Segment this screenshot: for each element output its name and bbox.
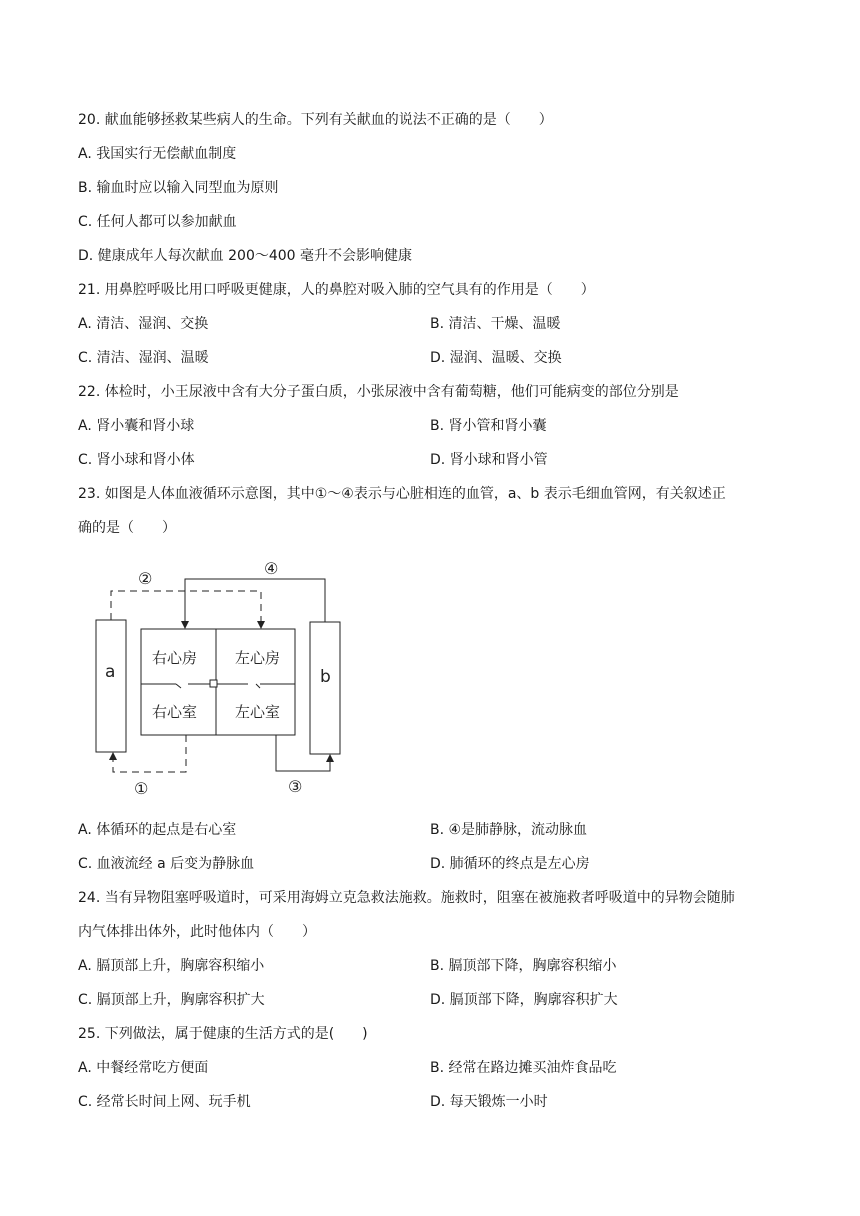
vessel-4-label: ④ [264,559,279,578]
q23-option-b: B. ④是肺静脉，流动脉血 [430,822,588,838]
capillary-a-label: a [105,662,116,682]
left-atrium-label: 左心房 [235,649,281,667]
q24-option-b: B. 膈顶部下降，胸廓容积缩小 [430,958,617,974]
q22-option-c: C. 肾小球和肾小体 [78,452,195,468]
q22-option-b: B. 肾小管和肾小囊 [430,418,547,434]
capillary-b-box [310,622,340,754]
q23-option-c: C. 血液流经 a 后变为静脉血 [78,856,255,872]
q25-option-a: A. 中餐经常吃方便面 [78,1060,209,1076]
q21-option-b: B. 清洁、干燥、温暖 [430,316,561,332]
q23-option-a: A. 体循环的起点是右心室 [78,822,237,838]
q25-option-d: D. 每天锻炼一小时 [430,1094,548,1110]
right-atrium-label: 右心房 [152,649,198,667]
q22-stem: 22. 体检时，小王尿液中含有大分子蛋白质，小张尿液中含有葡萄糖，他们可能病变的部位分别是 [78,384,679,400]
vessel-1-line [113,735,186,772]
vessel-3-line [276,735,330,771]
q23-stem-line1: 23. 如图是人体血液循环示意图，其中①～④表示与心脏相连的血管，a、b 表示毛细血管网，有关叙述正 [78,486,726,502]
right-ventricle-label: 右心室 [152,703,198,721]
vessel-2-label: ② [138,569,153,588]
q21-option-a: A. 清洁、湿润、交换 [78,316,209,332]
q20-stem: 20. 献血能够拯救某些病人的生命。下列有关献血的说法不正确的是（ ） [78,112,553,128]
capillary-b-label: b [320,667,331,687]
left-ventricle-label: 左心室 [235,703,281,721]
q22-option-a: A. 肾小囊和肾小球 [78,418,195,434]
q22-option-d: D. 肾小球和肾小管 [430,452,548,468]
q21-option-d: D. 湿润、温暖、交换 [430,350,562,366]
vessel-3-label: ③ [288,777,303,796]
q23-stem-line2: 确的是（ ） [78,520,176,536]
q24-stem-line2: 内气体排出体外，此时他体内（ ） [78,924,316,940]
q24-stem-line1: 24. 当有异物阻塞呼吸道时，可采用海姆立克急救法施救。施救时，阻塞在被施救者呼吸道中的异物会随肺 [78,890,735,906]
q20-option-b: B. 输血时应以输入同型血为原则 [78,180,279,196]
q25-stem: 25. 下列做法，属于健康的生活方式的是( ) [78,1026,368,1042]
q24-option-a: A. 膈顶部上升，胸廓容积缩小 [78,958,265,974]
vessel-4-line [185,579,325,625]
q25-option-b: B. 经常在路边摊买油炸食品吃 [430,1060,617,1076]
q23-option-d: D. 肺循环的终点是左心房 [430,856,590,872]
q20-option-d: D. 健康成年人每次献血 200～400 毫升不会影响健康 [78,248,413,264]
q20-option-c: C. 任何人都可以参加献血 [78,214,237,230]
q25-option-c: C. 经常长时间上网、玩手机 [78,1094,251,1110]
vessel-1-label: ① [134,779,149,798]
blood-circulation-diagram [78,548,378,808]
q21-stem: 21. 用鼻腔呼吸比用口呼吸更健康，人的鼻腔对吸入肺的空气具有的作用是（ ） [78,282,595,298]
q21-option-c: C. 清洁、湿润、温暖 [78,350,209,366]
q24-option-c: C. 膈顶部上升，胸廓容积扩大 [78,992,265,1008]
q24-option-d: D. 膈顶部下降，胸廓容积扩大 [430,992,618,1008]
capillary-a-box [96,620,126,752]
vessel-2-line [111,591,261,625]
q20-option-a: A. 我国实行无偿献血制度 [78,146,237,162]
